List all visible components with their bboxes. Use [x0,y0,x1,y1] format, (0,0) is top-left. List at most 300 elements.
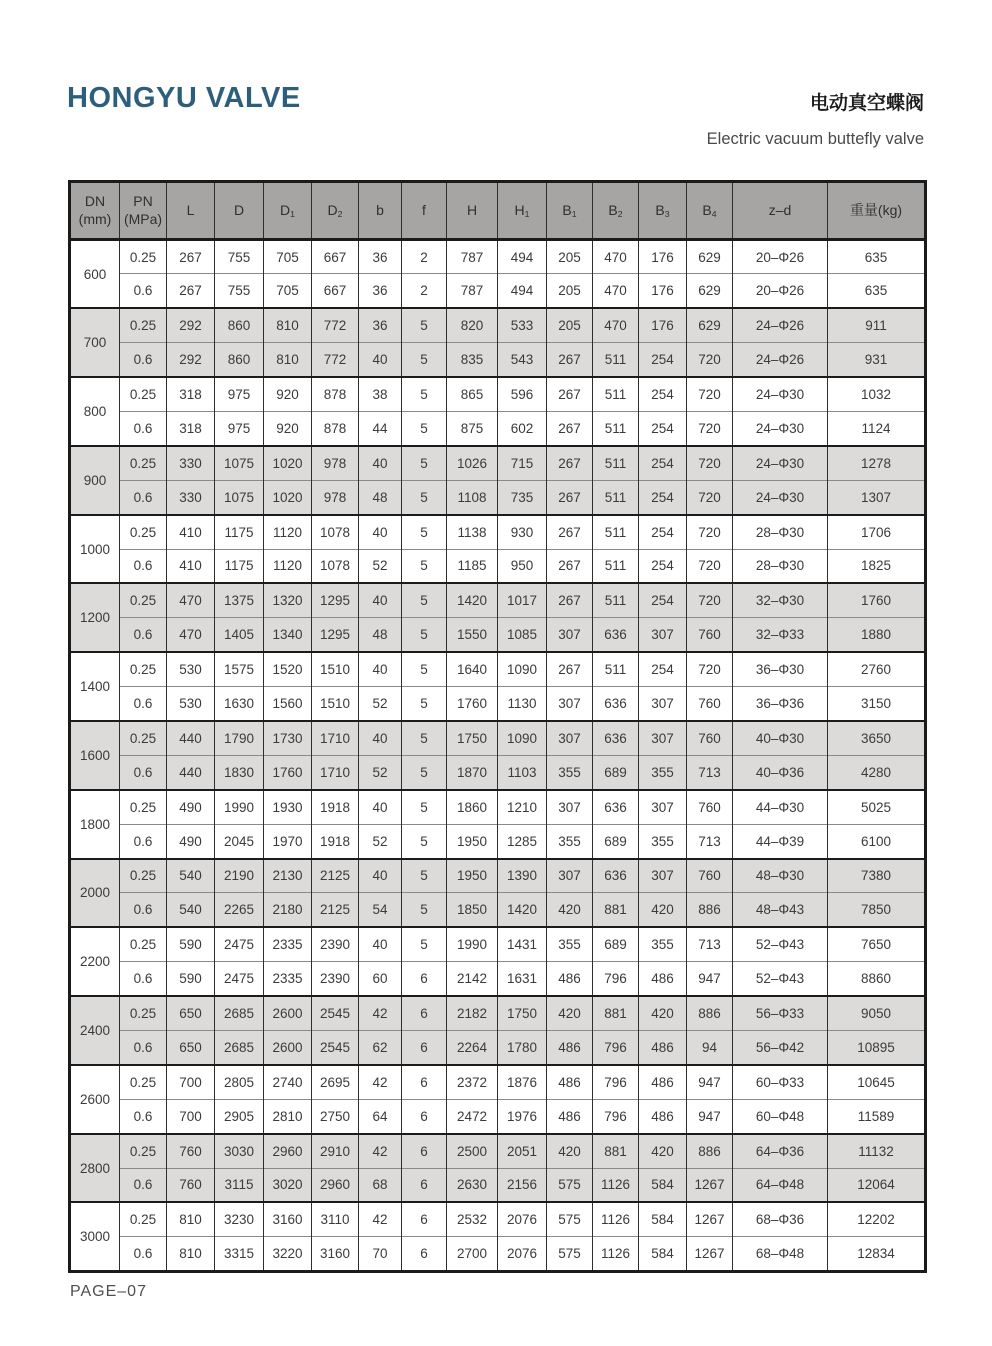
cell-b2: 636 [593,687,639,721]
cell-b1: 205 [547,274,593,308]
cell-d1: 1120 [264,515,312,549]
cell-f: 5 [402,411,447,445]
cell-d: 755 [215,240,264,274]
cell-weight: 4280 [828,755,926,789]
cell-h: 835 [447,343,498,377]
cell-h1: 1750 [498,996,547,1030]
cell-b2: 689 [593,755,639,789]
cell-dn: 1600 [70,721,120,790]
table-row-dn3000-pn0.25 [70,1202,926,1236]
cell-b1: 486 [547,1099,593,1133]
cell-b2: 511 [593,411,639,445]
cell-d2: 2390 [312,927,359,961]
cell-weight: 1825 [828,549,926,583]
cell-b4: 720 [687,377,733,411]
cell-b: 64 [359,1099,402,1133]
cell-z_d: 64–Φ36 [733,1134,828,1168]
cell-b2: 511 [593,377,639,411]
cell-d1: 810 [264,308,312,342]
table-row-dn2400-pn0.6 [70,1030,926,1064]
cell-weight: 6100 [828,824,926,858]
cell-l: 490 [167,790,215,824]
cell-b2: 470 [593,308,639,342]
table-row-dn3000-pn0.6 [70,1237,926,1271]
cell-d2: 1295 [312,618,359,652]
cell-b: 40 [359,721,402,755]
cell-d2: 3160 [312,1237,359,1271]
cell-d: 2265 [215,893,264,927]
cell-b4: 720 [687,343,733,377]
cell-d1: 1760 [264,755,312,789]
cell-h1: 1631 [498,962,547,996]
cell-l: 760 [167,1134,215,1168]
cell-b: 40 [359,343,402,377]
cell-b3: 254 [639,480,687,514]
cell-l: 330 [167,446,215,480]
cell-b: 38 [359,377,402,411]
cell-h1: 1090 [498,652,547,686]
cell-f: 6 [402,1134,447,1168]
cell-d: 1790 [215,721,264,755]
cell-pn: 0.25 [120,1134,167,1168]
table-row-dn1800-pn0.25 [70,790,926,824]
cell-b1: 355 [547,927,593,961]
cell-b: 60 [359,962,402,996]
cell-d: 1375 [215,583,264,617]
cell-h1: 1210 [498,790,547,824]
cell-b1: 420 [547,893,593,927]
cell-b3: 486 [639,1030,687,1064]
cell-d: 860 [215,308,264,342]
cell-pn: 0.25 [120,515,167,549]
cell-pn: 0.6 [120,549,167,583]
cell-z_d: 48–Φ30 [733,859,828,893]
cell-dn: 3000 [70,1202,120,1271]
cell-h: 1950 [447,859,498,893]
cell-b1: 267 [547,480,593,514]
cell-d2: 2960 [312,1168,359,1202]
cell-pn: 0.6 [120,411,167,445]
cell-b3: 307 [639,790,687,824]
cell-d2: 2125 [312,859,359,893]
cell-b: 40 [359,583,402,617]
cell-pn: 0.6 [120,1030,167,1064]
cell-d1: 2335 [264,927,312,961]
cell-z_d: 28–Φ30 [733,549,828,583]
cell-d: 1075 [215,446,264,480]
cell-h1: 494 [498,240,547,274]
cell-h: 787 [447,274,498,308]
cell-b2: 511 [593,549,639,583]
cell-b3: 254 [639,583,687,617]
cell-pn: 0.25 [120,996,167,1030]
cell-l: 470 [167,618,215,652]
col-header-b3: $B_3$ [639,182,687,240]
cell-b4: 1267 [687,1202,733,1236]
cell-b2: 881 [593,996,639,1030]
cell-h1: 2076 [498,1202,547,1236]
cell-l: 267 [167,240,215,274]
cell-b2: 470 [593,274,639,308]
cell-h1: 596 [498,377,547,411]
cell-b1: 355 [547,755,593,789]
cell-weight: 1880 [828,618,926,652]
cell-dn: 800 [70,377,120,446]
cell-b2: 1126 [593,1168,639,1202]
cell-d: 3230 [215,1202,264,1236]
cell-b: 40 [359,859,402,893]
cell-d1: 2130 [264,859,312,893]
cell-z_d: 60–Φ33 [733,1065,828,1099]
cell-b4: 713 [687,755,733,789]
cell-b2: 511 [593,652,639,686]
cell-d2: 1295 [312,583,359,617]
cell-h1: 494 [498,274,547,308]
cell-l: 410 [167,549,215,583]
cell-d2: 3110 [312,1202,359,1236]
cell-dn: 2400 [70,996,120,1065]
cell-z_d: 28–Φ30 [733,515,828,549]
cell-b3: 420 [639,1134,687,1168]
cell-l: 318 [167,411,215,445]
cell-f: 5 [402,618,447,652]
cell-b1: 267 [547,377,593,411]
cell-weight: 931 [828,343,926,377]
cell-d2: 978 [312,446,359,480]
cell-pn: 0.25 [120,1065,167,1099]
cell-d: 2905 [215,1099,264,1133]
cell-l: 650 [167,1030,215,1064]
cell-pn: 0.6 [120,1237,167,1271]
cell-z_d: 56–Φ33 [733,996,828,1030]
cell-h: 865 [447,377,498,411]
cell-l: 292 [167,343,215,377]
cell-b4: 886 [687,893,733,927]
table-row-dn800-pn0.6 [70,411,926,445]
cell-f: 5 [402,927,447,961]
cell-d: 1175 [215,515,264,549]
table-row-dn1600-pn0.6 [70,755,926,789]
cell-pn: 0.6 [120,274,167,308]
cell-d2: 772 [312,343,359,377]
cell-b4: 720 [687,480,733,514]
cell-b: 40 [359,790,402,824]
cell-b4: 720 [687,411,733,445]
cell-l: 490 [167,824,215,858]
table-row-dn1400-pn0.25 [70,652,926,686]
cell-z_d: 32–Φ30 [733,583,828,617]
table-row-dn2000-pn0.6 [70,893,926,927]
table-row-dn600-pn0.25 [70,240,926,274]
cell-f: 5 [402,480,447,514]
cell-l: 700 [167,1099,215,1133]
table-row-dn700-pn0.6 [70,343,926,377]
cell-d1: 1520 [264,652,312,686]
cell-d2: 2125 [312,893,359,927]
cell-b1: 355 [547,824,593,858]
cell-z_d: 52–Φ43 [733,962,828,996]
cell-b2: 1126 [593,1202,639,1236]
cell-b2: 881 [593,1134,639,1168]
cell-b1: 307 [547,721,593,755]
col-header-f: f [402,182,447,240]
cell-h: 1990 [447,927,498,961]
cell-h: 1870 [447,755,498,789]
cell-pn: 0.6 [120,824,167,858]
cell-d: 1575 [215,652,264,686]
cell-z_d: 48–Φ43 [733,893,828,927]
cell-weight: 1307 [828,480,926,514]
cell-d: 1175 [215,549,264,583]
cell-l: 760 [167,1168,215,1202]
cell-d: 1075 [215,480,264,514]
cell-b3: 307 [639,721,687,755]
cell-b: 52 [359,755,402,789]
cell-h1: 950 [498,549,547,583]
cell-b3: 355 [639,927,687,961]
cell-z_d: 24–Φ30 [733,411,828,445]
cell-d1: 1120 [264,549,312,583]
cell-h: 1860 [447,790,498,824]
cell-d: 975 [215,411,264,445]
cell-b: 52 [359,549,402,583]
cell-b: 44 [359,411,402,445]
cell-b: 36 [359,308,402,342]
cell-b2: 636 [593,859,639,893]
cell-b: 40 [359,446,402,480]
cell-b: 68 [359,1168,402,1202]
cell-h: 2532 [447,1202,498,1236]
cell-b4: 720 [687,652,733,686]
table-row-dn1200-pn0.25 [70,583,926,617]
cell-l: 410 [167,515,215,549]
cell-f: 6 [402,1030,447,1064]
cell-d1: 705 [264,274,312,308]
table-row-dn2600-pn0.6 [70,1099,926,1133]
cell-b4: 629 [687,240,733,274]
cell-b: 36 [359,240,402,274]
cell-h: 1185 [447,549,498,583]
cell-weight: 635 [828,240,926,274]
cell-z_d: 24–Φ30 [733,377,828,411]
cell-b2: 511 [593,583,639,617]
cell-d: 2475 [215,927,264,961]
col-header-dn: DN (mm) [70,182,120,240]
cell-z_d: 68–Φ48 [733,1237,828,1271]
cell-b1: 486 [547,1030,593,1064]
cell-b4: 760 [687,790,733,824]
cell-b2: 796 [593,962,639,996]
cell-z_d: 64–Φ48 [733,1168,828,1202]
cell-b4: 760 [687,687,733,721]
cell-b: 36 [359,274,402,308]
cell-pn: 0.25 [120,583,167,617]
cell-h: 2630 [447,1168,498,1202]
cell-pn: 0.6 [120,893,167,927]
table-row-dn1000-pn0.6 [70,549,926,583]
table-row-dn2000-pn0.25 [70,859,926,893]
cell-b3: 254 [639,343,687,377]
cell-l: 590 [167,927,215,961]
cell-b: 42 [359,1202,402,1236]
cell-h: 787 [447,240,498,274]
cell-b3: 176 [639,240,687,274]
cell-b3: 486 [639,962,687,996]
cell-z_d: 40–Φ30 [733,721,828,755]
table-row-dn900-pn0.25 [70,446,926,480]
cell-d1: 1970 [264,824,312,858]
cell-d2: 2545 [312,1030,359,1064]
table-body [70,240,926,1272]
cell-b3: 176 [639,274,687,308]
col-header-pn: PN (MPa) [120,182,167,240]
cell-d: 975 [215,377,264,411]
cell-b4: 713 [687,927,733,961]
cell-d2: 2750 [312,1099,359,1133]
cell-d1: 2740 [264,1065,312,1099]
cell-d: 3315 [215,1237,264,1271]
col-header-b: b [359,182,402,240]
table-row-dn600-pn0.6 [70,274,926,308]
cell-h1: 1090 [498,721,547,755]
cell-b3: 420 [639,893,687,927]
table-row-dn1000-pn0.25 [70,515,926,549]
title-english: Electric vacuum buttefly valve [706,130,924,148]
cell-h1: 1976 [498,1099,547,1133]
cell-l: 700 [167,1065,215,1099]
col-header-b4: $B_4$ [687,182,733,240]
cell-h: 2182 [447,996,498,1030]
cell-l: 530 [167,687,215,721]
cell-b1: 307 [547,618,593,652]
cell-d: 2190 [215,859,264,893]
cell-b4: 886 [687,996,733,1030]
cell-b: 42 [359,1065,402,1099]
cell-pn: 0.25 [120,446,167,480]
table-header [70,182,926,240]
cell-pn: 0.25 [120,927,167,961]
cell-d: 1990 [215,790,264,824]
cell-dn: 2600 [70,1065,120,1134]
cell-h1: 1017 [498,583,547,617]
cell-weight: 3150 [828,687,926,721]
cell-f: 5 [402,343,447,377]
cell-z_d: 32–Φ33 [733,618,828,652]
cell-pn: 0.6 [120,343,167,377]
valve-dimension-table [68,180,927,1273]
cell-h1: 930 [498,515,547,549]
cell-d2: 1710 [312,755,359,789]
cell-d2: 667 [312,274,359,308]
cell-b2: 1126 [593,1237,639,1271]
table-row-dn1600-pn0.25 [70,721,926,755]
cell-b4: 713 [687,824,733,858]
cell-h1: 735 [498,480,547,514]
cell-f: 5 [402,893,447,927]
cell-b4: 1267 [687,1237,733,1271]
cell-d: 2475 [215,962,264,996]
cell-weight: 8860 [828,962,926,996]
cell-d: 2685 [215,1030,264,1064]
cell-d1: 920 [264,411,312,445]
col-header-d2: $D_2$ [312,182,359,240]
cell-b1: 307 [547,859,593,893]
cell-l: 330 [167,480,215,514]
cell-f: 2 [402,274,447,308]
table-row-dn900-pn0.6 [70,480,926,514]
col-header-d: D [215,182,264,240]
cell-l: 318 [167,377,215,411]
cell-b3: 176 [639,308,687,342]
col-header-b2: $B_2$ [593,182,639,240]
cell-f: 5 [402,377,447,411]
cell-weight: 12834 [828,1237,926,1271]
cell-b1: 267 [547,343,593,377]
cell-b1: 575 [547,1202,593,1236]
cell-f: 6 [402,1237,447,1271]
cell-h: 875 [447,411,498,445]
cell-h: 2372 [447,1065,498,1099]
cell-weight: 5025 [828,790,926,824]
cell-weight: 3650 [828,721,926,755]
cell-d: 1630 [215,687,264,721]
cell-h: 1550 [447,618,498,652]
table-row-dn1200-pn0.6 [70,618,926,652]
cell-f: 5 [402,687,447,721]
cell-weight: 1706 [828,515,926,549]
cell-b2: 470 [593,240,639,274]
cell-b4: 629 [687,274,733,308]
cell-b: 62 [359,1030,402,1064]
cell-d2: 1510 [312,652,359,686]
cell-weight: 11589 [828,1099,926,1133]
cell-b3: 584 [639,1202,687,1236]
cell-z_d: 24–Φ30 [733,446,828,480]
cell-b3: 584 [639,1237,687,1271]
cell-dn: 1400 [70,652,120,721]
cell-pn: 0.6 [120,755,167,789]
cell-b: 40 [359,515,402,549]
cell-d1: 1340 [264,618,312,652]
cell-h: 1420 [447,583,498,617]
cell-z_d: 44–Φ30 [733,790,828,824]
cell-b1: 267 [547,515,593,549]
cell-pn: 0.6 [120,1168,167,1202]
cell-f: 5 [402,515,447,549]
cell-b: 40 [359,927,402,961]
cell-f: 5 [402,583,447,617]
cell-l: 810 [167,1202,215,1236]
cell-pn: 0.25 [120,721,167,755]
cell-pn: 0.6 [120,687,167,721]
cell-b2: 881 [593,893,639,927]
cell-f: 6 [402,1099,447,1133]
cell-h: 2142 [447,962,498,996]
cell-b2: 689 [593,824,639,858]
cell-l: 440 [167,721,215,755]
cell-h: 2472 [447,1099,498,1133]
cell-b: 52 [359,687,402,721]
cell-weight: 12202 [828,1202,926,1236]
cell-weight: 2760 [828,652,926,686]
cell-b2: 636 [593,721,639,755]
cell-d: 3030 [215,1134,264,1168]
cell-dn: 2800 [70,1134,120,1203]
col-header-d1: $D_1$ [264,182,312,240]
cell-d2: 878 [312,411,359,445]
cell-b1: 267 [547,411,593,445]
cell-dn: 2000 [70,859,120,928]
